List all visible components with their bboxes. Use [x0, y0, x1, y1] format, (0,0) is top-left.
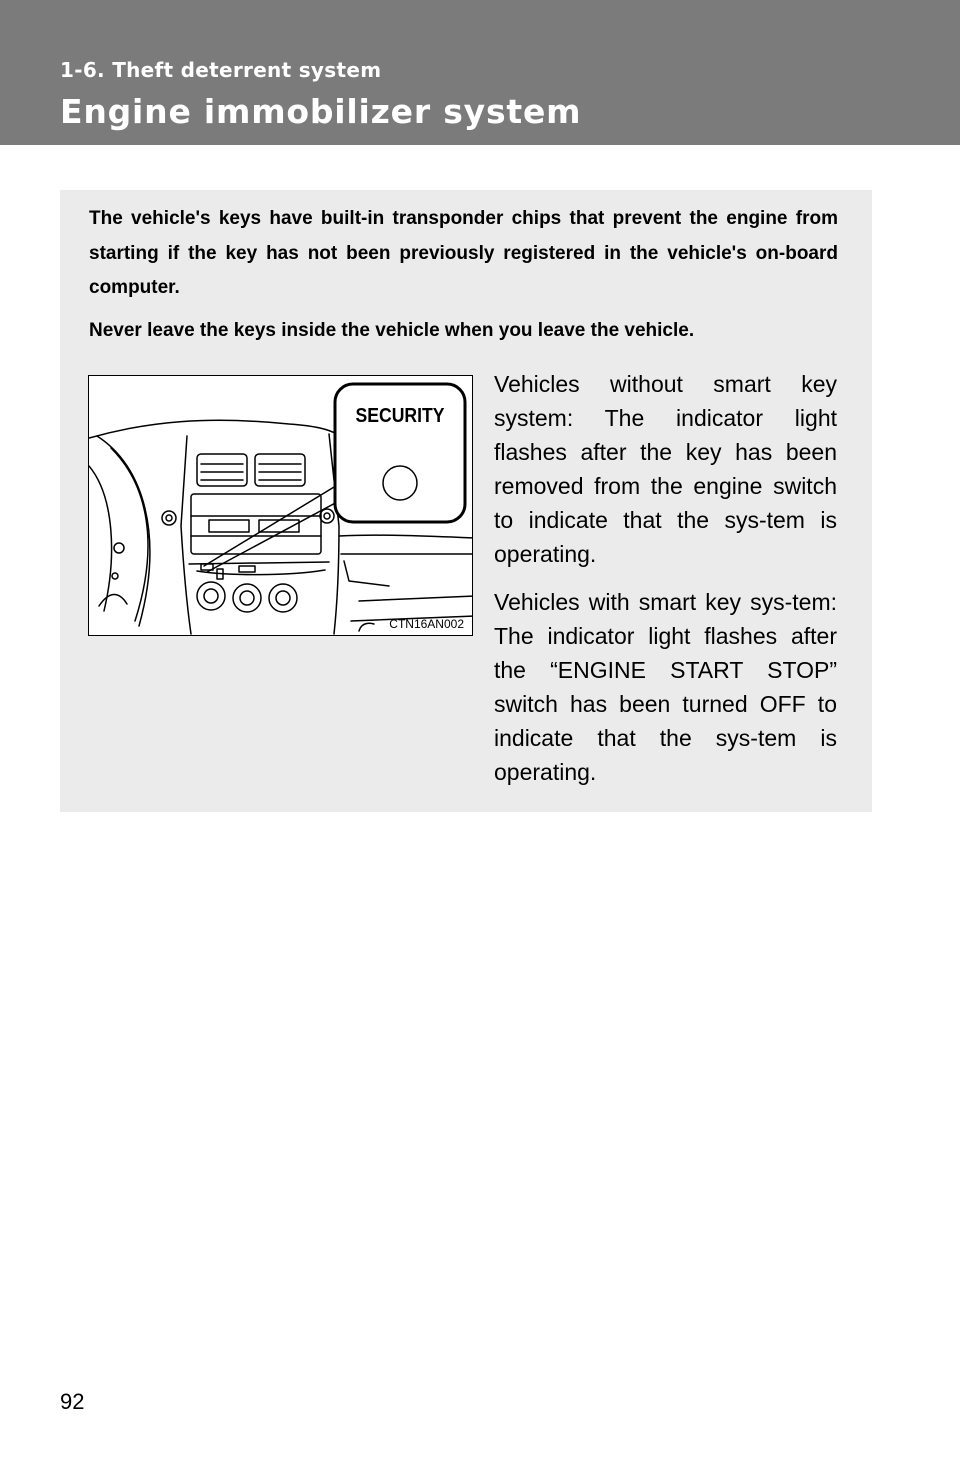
section-label: 1-6. Theft deterrent system	[60, 58, 382, 82]
page-number: 92	[60, 1389, 85, 1414]
paragraph-with-smart-key: Vehicles with smart key sys-tem: The indicator light flashes after the “ENGINE START STOP” switch has been turned OFF to indicate that the sys-tem is operating.	[494, 589, 837, 785]
paragraph-without-smart-key: Vehicles without smart key system: The indicator light flashes after the key has been removed from the engine switch to indicate that the sys-tem is operating.	[494, 371, 837, 567]
figure-code: CTN16AN002	[389, 617, 464, 631]
page-title: Engine immobilizer system	[60, 92, 582, 131]
warning-text: Never leave the keys inside the vehicle when you leave the vehicle.	[89, 320, 695, 341]
intro-text: The vehicle's keys have built-in transponder chips that prevent the engine from starting if the key has not been previously registered in the vehicle's on-board computer.	[89, 208, 838, 298]
security-indicator-label: SECURITY	[355, 405, 445, 427]
